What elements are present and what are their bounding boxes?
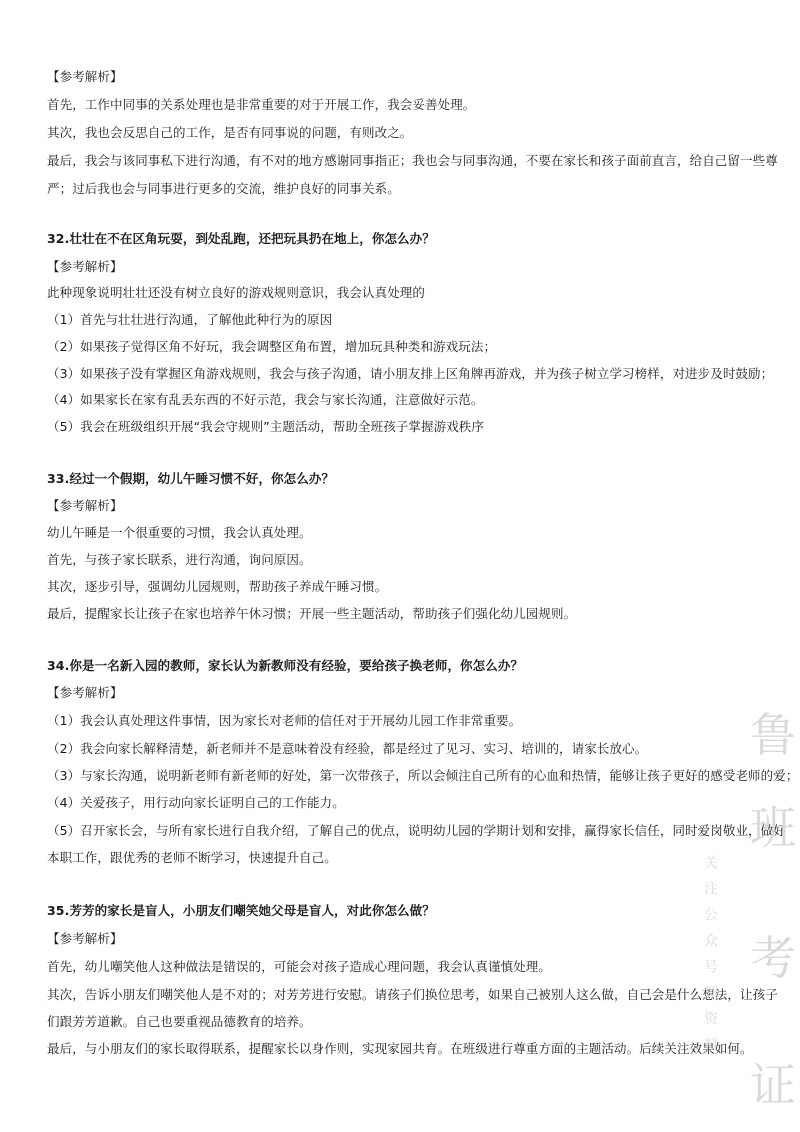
watermark-char: 鲁: [750, 708, 796, 762]
watermark-text: 关注公众号领资料: [702, 855, 718, 1063]
watermark-char: 考: [750, 931, 796, 985]
answer-line: 此种现象说明壮壮还没有树立良好的游戏规则意识，我会认真处理的: [47, 285, 426, 300]
answer-line: （4）如果家长在家有乱丢东西的不好示范，我会与家长沟通，注意做好示范。: [47, 392, 484, 407]
answer-line: 最后，提醒家长让孩子在家也培养午休习惯；开展一些主题活动，帮助孩子们强化幼儿园规则。: [47, 606, 577, 621]
answer-line: 严；过后我也会与同事进行更多的交流，维护良好的同事关系。: [47, 181, 400, 196]
answer-line: 本职工作，跟优秀的老师不断学习，快速提升自己。: [47, 850, 337, 865]
answer-line: 们跟芳芳道歉。自己也要重视品德教育的培养。: [47, 1014, 312, 1029]
question-35-title: 35.芳芳的家长是盲人，小朋友们嘲笑她父母是盲人，对此你怎么做？: [47, 903, 435, 918]
answer-line: 首先，幼儿嘲笑他人这种做法是错误的，可能会对孩子造成心理问题，我会认真谨慎处理。: [47, 959, 552, 974]
answer-line: 首先，工作中同事的关系处理也是非常重要的对于开展工作，我会妥善处理。: [47, 97, 476, 112]
answer-line: 首先，与孩子家长联系，进行沟通，询问原因。: [47, 552, 312, 567]
answer-heading: 【参考解析】: [47, 69, 123, 84]
answer-line: （2）如果孩子觉得区角不好玩，我会调整区角布置，增加玩具种类和游戏玩法；: [47, 339, 497, 354]
answer-line: 其次，逐步引导，强调幼儿园规则，帮助孩子养成午睡习惯。: [47, 579, 388, 594]
answer-line: （1）我会认真处理这件事情，因为家长对老师的信任对于开展幼儿园工作非常重要。: [47, 713, 522, 728]
answer-line: （1）首先与壮壮进行沟通，了解他此种行为的原因: [47, 312, 333, 327]
answer-heading: 【参考解析】: [47, 498, 123, 513]
answer-line: 其次，我也会反思自己的工作，是否有同事说的问题，有则改之。: [47, 125, 413, 140]
answer-line: 最后，与小朋友们的家长取得联系，提醒家长以身作则，实现家园共育。在班级进行尊重方面的主题活动。后续关注效果如何。: [47, 1041, 753, 1056]
answer-line: （2）我会向家长解释清楚，新老师并不是意味着没有经验，都是经过了见习、实习、培训的，请家长放心。: [47, 741, 648, 756]
watermark-char: 班: [750, 801, 796, 855]
answer-line: （3）如果孩子没有掌握区角游戏规则，我会与孩子沟通，请小朋友排上区角牌再游戏，并为孩子树立学习榜样，对进步及时鼓励；: [47, 366, 774, 381]
answer-line: 幼儿午睡是一个很重要的习惯，我会认真处理。: [47, 525, 312, 540]
answer-heading: 【参考解析】: [47, 931, 123, 946]
answer-line: 其次，告诉小朋友们嘲笑他人是不对的；对芳芳进行安慰。请孩子们换位思考，如果自己被别人这么做，自己会是什么想法，让孩子: [47, 987, 778, 1002]
answer-line: 最后，我会与该同事私下进行沟通，有不对的地方感谢同事指正；我也会与同事沟通，不要在家长和孩子面前直言，给自己留一些尊: [47, 153, 778, 168]
answer-line: （5）召开家长会，与所有家长进行自我介绍，了解自己的优点，说明幼儿园的学期计划和安排，赢得家长信任，同时爱岗敬业，做好: [47, 823, 786, 838]
answer-line: （4）关爱孩子，用行动向家长证明自己的工作能力。: [47, 795, 345, 810]
question-32-title: 32.壮壮在不在区角玩耍，到处乱跑，还把玩具扔在地上，你怎么办？: [47, 231, 435, 246]
answer-line: （3）与家长沟通，说明新老师有新老师的好处，第一次带孩子，所以会倾注自己所有的心血和热情，能够让孩子更好的感受老师的爱；: [47, 768, 799, 783]
answer-line: （5）我会在班级组织开展“我会守规则”主题活动，帮助全班孩子掌握游戏秩序: [47, 419, 485, 434]
watermark-char: 证: [750, 1058, 796, 1112]
question-34-title: 34.你是一名新入园的教师，家长认为新教师没有经验，要给孩子换老师，你怎么办？: [47, 658, 524, 673]
answer-heading: 【参考解析】: [47, 259, 123, 274]
question-33-title: 33.经过一个假期，幼儿午睡习惯不好，你怎么办？: [47, 471, 335, 486]
answer-heading: 【参考解析】: [47, 685, 123, 700]
